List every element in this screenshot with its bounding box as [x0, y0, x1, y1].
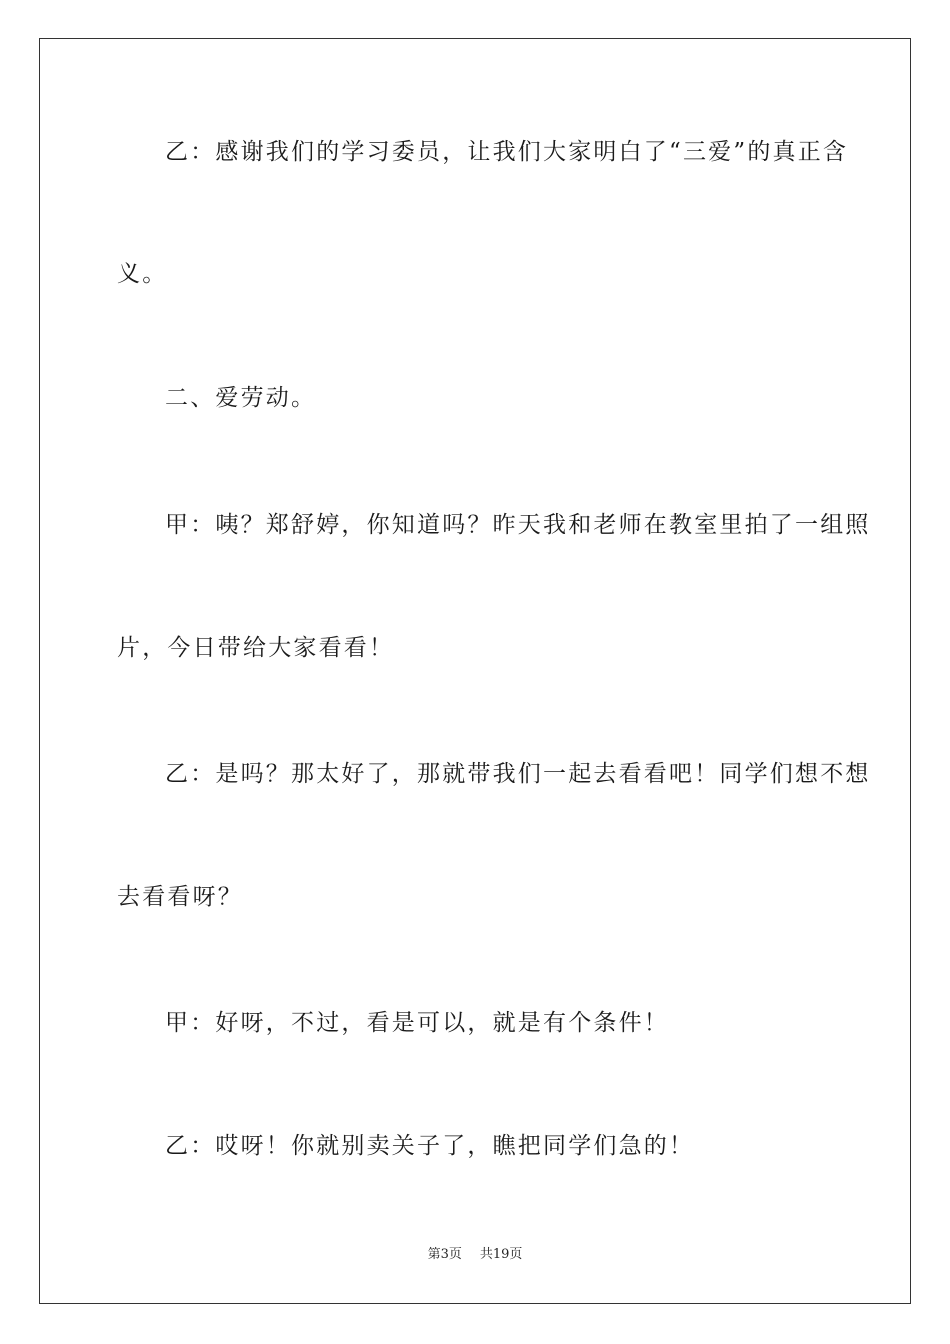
page-border [39, 38, 911, 1304]
page-number: 第3页 [427, 1247, 462, 1262]
paragraph-line: 片，今日带给大家看看！ [117, 635, 395, 661]
paragraph-line: 去看看呀？ [117, 884, 243, 910]
section-heading: 二、爱劳动。 [165, 385, 317, 411]
page-footer [0, 1246, 950, 1264]
paragraph-line: 乙：感谢我们的学习委员，让我们大家明白了“三爱”的真正含 [165, 139, 849, 165]
page-total: 共19页 [479, 1247, 523, 1262]
paragraph-line: 乙：是吗？那太好了，那就带我们一起去看看吧！同学们想不想 [165, 761, 871, 787]
paragraph-line: 义。 [117, 261, 168, 287]
paragraph-line: 乙：哎呀！你就别卖关子了，瞧把同学们急的！ [165, 1133, 695, 1159]
paragraph-line: 甲：好呀，不过，看是可以，就是有个条件！ [165, 1010, 669, 1036]
paragraph-line: 甲：咦？郑舒婷，你知道吗？昨天我和老师在教室里拍了一组照 [165, 512, 871, 538]
